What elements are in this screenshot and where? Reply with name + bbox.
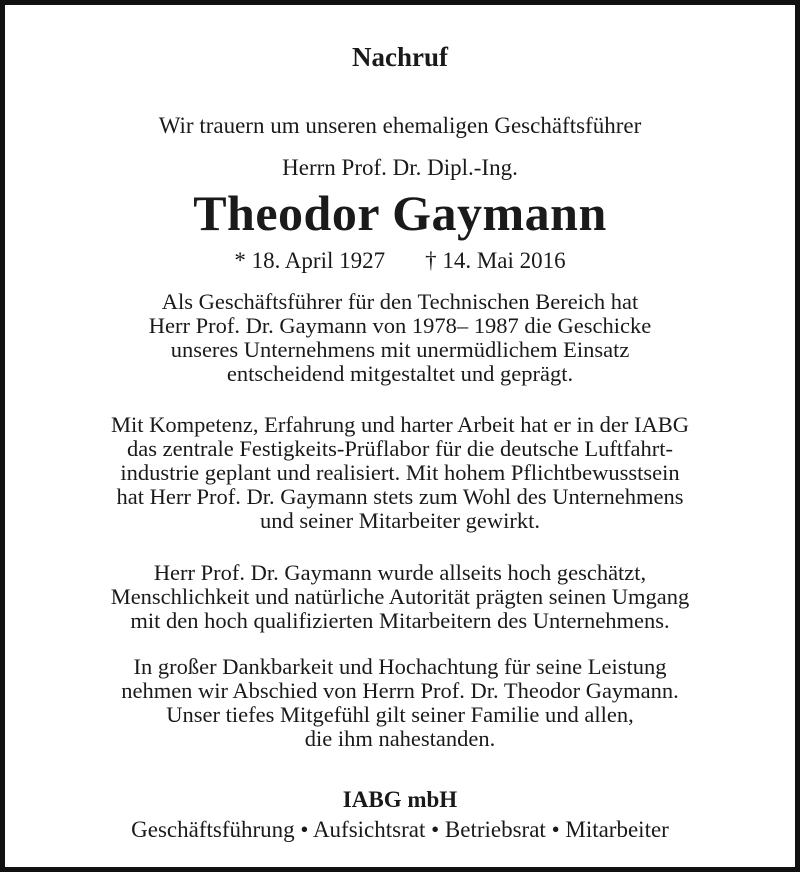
- paragraph-achievements: [5, 413, 795, 533]
- company-name: IABG mbH: [342, 787, 458, 812]
- life-dates: [5, 248, 795, 274]
- paragraph-esteem: [5, 561, 795, 633]
- paragraph-line: nehmen wir Abschied von Herrn Prof. Dr. Theodor Gaymann.: [121, 678, 679, 703]
- honorific-line: Herrn Prof. Dr. Dipl.-Ing.: [282, 155, 518, 180]
- paragraph-line: In großer Dankbarkeit und Hochachtung für seine Leistung: [133, 654, 667, 679]
- paragraph-line: die ihm nahestanden.: [304, 726, 496, 751]
- paragraph-line: Mit Kompetenz, Erfahrung und harter Arbeit hat er in der IABG: [111, 412, 689, 437]
- paragraph-line: und seiner Mitarbeiter gewirkt.: [260, 508, 540, 533]
- paragraph-line: Herr Prof. Dr. Gaymann wurde allseits hoch geschätzt,: [153, 560, 647, 585]
- paragraph-farewell: [5, 655, 795, 751]
- paragraph-career: [5, 290, 795, 386]
- paragraph-line: mit den hoch qualifizierten Mitarbeitern des Unternehmens.: [130, 608, 670, 633]
- paragraph-line: Als Geschäftsführer für den Technischen Bereich hat: [161, 289, 639, 314]
- paragraph-line: Unser tiefes Mitgefühl gilt seiner Familie und allen,: [166, 702, 634, 727]
- deceased-name: Theodor Gaymann: [193, 185, 607, 241]
- notice-title: Nachruf: [352, 42, 448, 72]
- paragraph-line: Herr Prof. Dr. Gaymann von 1978– 1987 die Geschicke: [148, 313, 652, 338]
- intro-line: Wir trauern um unseren ehemaligen Geschäftsführer: [158, 113, 642, 138]
- paragraph-line: hat Herr Prof. Dr. Gaymann stets zum Wohl des Unternehmens: [116, 484, 684, 509]
- paragraph-line: Menschlichkeit und natürliche Autorität prägten seinen Umgang: [110, 584, 690, 609]
- paragraph-line: entscheidend mitgestaltet und geprägt.: [226, 361, 574, 386]
- paragraph-line: industrie geplant und realisiert. Mit hohem Pflichtbewusstsein: [120, 460, 680, 485]
- death-date: † 14. Mai 2016: [425, 248, 566, 273]
- paragraph-line: das zentrale Festigkeits-Prüflabor für die deutsche Luftfahrt-: [126, 436, 674, 461]
- birth-date: * 18. April 1927: [234, 248, 386, 273]
- paragraph-line: unseres Unternehmens mit unermüdlichem Einsatz: [170, 337, 630, 362]
- company-departments: Geschäftsführung • Aufsichtsrat • Betriebsrat • Mitarbeiter: [131, 817, 669, 842]
